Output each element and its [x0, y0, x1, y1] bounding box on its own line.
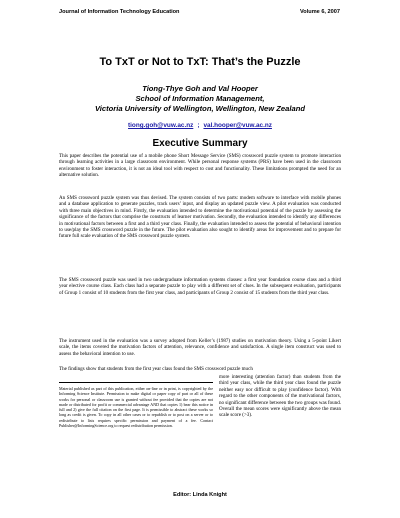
affiliation-university: Victoria University of Wellington, Wellington, New Zealand [95, 104, 305, 113]
summary-paragraph-1: This paper describes the potential use of a mobile phone Short Message Service (SMS) crossword puzzle system to promote interaction through learning activities in a large classroom environment. While personal response systems (PRS) have been used in the classroom environment to foster interaction, it is not an ideal tool with respect to cost and functionality. These limitations prompted the need for an alternative solution. [59, 153, 341, 179]
section-heading: Executive Summary [152, 138, 248, 149]
journal-name: Journal of Information Technology Education [59, 9, 180, 15]
paper-title: To TxT or Not to TxT: That’s the Puzzle [99, 56, 301, 68]
summary-paragraph-5: The findings show that students from the first year class found the SMS crossword puzzle much [59, 366, 253, 372]
email-link-hooper[interactable]: val.hooper@vuw.ac.nz [203, 122, 272, 129]
author-block [0, 84, 400, 114]
volume-label: Volume 6, 2007 [299, 9, 340, 15]
summary-paragraph-2: An SMS crossword puzzle system was thus devised. The system consists of two parts: modem software to interface with mobile phones and a database application to generate puzzles, track users’ input, and display an updated puzzle view. A pilot evaluation was conducted with three main objectives in mind. Firstly, the evaluation intended to determine the motivational potential of the puzzle by assessing the significance of the factors that comprise the constructs of learner motivation. Secondly, the evaluation intended to identify any differences in motivational factors between a first and a third year class. Finally, the evaluation intended to assess the potential of behavioral intention to use/play the SMS crossword puzzle in the future. The pilot evaluation also sought to identify areas for improvement and to prepare for future full scale evaluation of the SMS crossword puzzle system. [59, 195, 341, 240]
running-head [59, 9, 340, 15]
summary-continuation-column: more interesting (attention factor) than students from the third year class, while the third year class found the puzzle neither easy nor difficult to play (confidence factor). With regard to the other components of the motivational factors, no significant difference between the two groups was found. Overall the mean scores were significantly above the mean scale score (>3). [219, 374, 341, 419]
editor-credit: Editor: Linda Knight [173, 492, 227, 498]
summary-paragraph-3: The SMS crossword puzzle was used in two undergraduate information systems classes: a first year foundation course class and a third year elective course class. Each class had a separate puzzle to play with a different set of clues. In the subsequent evaluation, participants of Group 1 consist of 10 students from the first year class, and participants of Group 2 consist of 15 students from the third year class. [59, 277, 341, 296]
copyright-permission-notice: Material published as part of this publication, either on-line or in print, is copyrighted by the Informing Science Institute. Permission to make digital or paper copy of part or all of these works for personal or classroom use is granted without fee provided that the copies are not made or distributed for profit or commercial advantage AND that copies 1) bear this notice in full and 2) give the full citation on the first page. It is permissible to abstract these works so long as credit is given. To copy in all other cases or to republish or to post on a server or to redistribute to lists requires specific permission and payment of a fee. Contact Publisher@InformingScience.org to request redistribution permission. [59, 382, 213, 474]
email-separator: ; [197, 122, 200, 129]
affiliation-school: School of Information Management, [135, 94, 265, 103]
email-block [0, 122, 400, 129]
bottom-two-column [59, 374, 341, 474]
author-names: Tiong-Thye Goh and Val Hooper [142, 84, 258, 93]
email-link-goh[interactable]: tiong.goh@vuw.ac.nz [128, 122, 194, 129]
summary-paragraph-4: The instrument used in the evaluation was a survey adopted from Keller’s (1987) studies on motivation theory. Using a 5-point Likert scale, the items covered the motivation factors of attention, relevance, confidence and satisfaction. A single item construct was used to assess the behavioral intention to use. [59, 338, 341, 357]
